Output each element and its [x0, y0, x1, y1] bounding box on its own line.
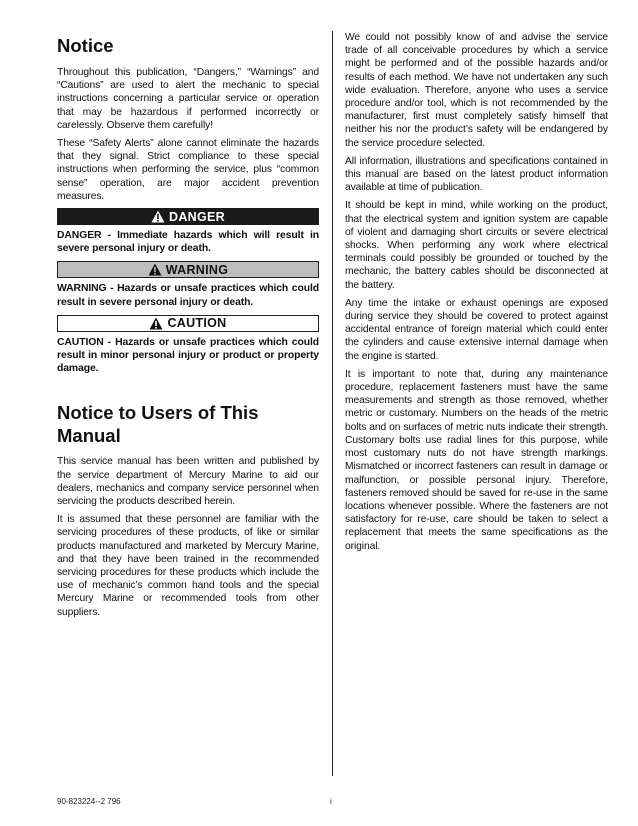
danger-label: DANGER — [169, 209, 225, 224]
warning-text: WARNING - Hazards or unsafe practices which could result in severe personal injury or death. — [57, 283, 319, 308]
warning-triangle-icon — [148, 263, 162, 276]
part-number: 90-823224--2 796 — [57, 797, 121, 806]
users-notice-title: Notice to Users of This Manual — [57, 402, 259, 447]
warning-triangle-icon — [151, 210, 165, 223]
notice-title: Notice — [57, 35, 114, 56]
warning-triangle-icon — [149, 317, 163, 330]
right-paragraph-1: We could not possibly know of and advise the service trade of all conceivable procedures by which a service might be performed and of the possible hazards and/or results of each method. We have not undertaken any such wide evaluation. Therefore, anyone who uses a service procedure and/or tool, which is not recommended by the manufacturer, first must completely satisfy himself that neither his nor the product’s safety will be endangered by the service procedure selected. — [345, 32, 608, 149]
users-paragraph-1: This service manual has been written and published by the service department of Mercury Marine to aid our dealers, mechanics and company service personnel when servicing the products described herein. — [57, 456, 319, 508]
caution-label: CAUTION — [167, 316, 227, 331]
left-column — [57, 34, 319, 624]
danger-banner — [57, 208, 319, 225]
warning-label: WARNING — [165, 262, 229, 277]
users-paragraph-2: It is assumed that these personnel are familiar with the servicing procedures of these products, of like or similar products manufactured and marketed by Mercury Marine, and that they have been trained in the recommended servicing procedures for these products which include the use of mechanic’s common hand tools and the special Mercury Marine or recommended tools from other suppliers. — [57, 514, 319, 618]
right-paragraph-3: It should be kept in mind, while working on the product, that the electrical system and ignition system are capable of violent and damaging short circuits or severe electrical shocks. When performing any work where electrical terminals could possibly be grounded or touched by the mechanic, the battery cables should be disconnected at the battery. — [345, 200, 608, 291]
caution-banner — [57, 315, 319, 332]
right-paragraph-5: It is important to note that, during any maintenance procedure, replacement fasteners must have the same measurements and strength as those removed, whether metric or customary. Numbers on the heads of the metric bolts and on surfaces of metric nuts indicate their strength. Customary bolts use radial lines for this purpose, while most customary nuts do not have strength markings. Mismatched or incorrect fasteners can result in damage or malfunction, or possible personal injury. Therefore, fasteners removed should be saved for re-use in the same locations whenever possible. Where the fasteners are not satisfactory for re-use, care should be taken to select a replacement that meets the same specifications as the original. — [345, 368, 608, 552]
right-paragraph-4: Any time the intake or exhaust openings are exposed during service they should be covered to protect against accidental entrance of foreign material which could enter the cylinders and cause extensive internal damage when the engine is started. — [345, 297, 608, 362]
right-column — [345, 31, 608, 558]
warning-banner — [57, 261, 319, 278]
right-paragraph-2: All information, illustrations and specifications contained in this manual are based on the latest product information available at time of publication. — [345, 155, 608, 194]
caution-text: CAUTION - Hazards or unsafe practices which could result in minor personal injury or product or property damage. — [57, 336, 319, 375]
page-number: i — [330, 797, 332, 806]
danger-text: DANGER - Immediate hazards which will result in severe personal injury or death. — [57, 230, 319, 255]
notice-paragraph-1: Throughout this publication, “Dangers,” “Warnings” and “Cautions” are used to alert the mechanic to special instructions concerning a particular service or operation that may be hazardous if performed incorrectly or carelessly. Observe them carefully! — [57, 67, 319, 131]
column-divider — [332, 31, 333, 776]
notice-paragraph-2: These “Safety Alerts” alone cannot eliminate the hazards that they signal. Strict compliance to these special instructions when performing the service, plus “common sense” operation, are major accident prevention measures. — [57, 138, 319, 202]
